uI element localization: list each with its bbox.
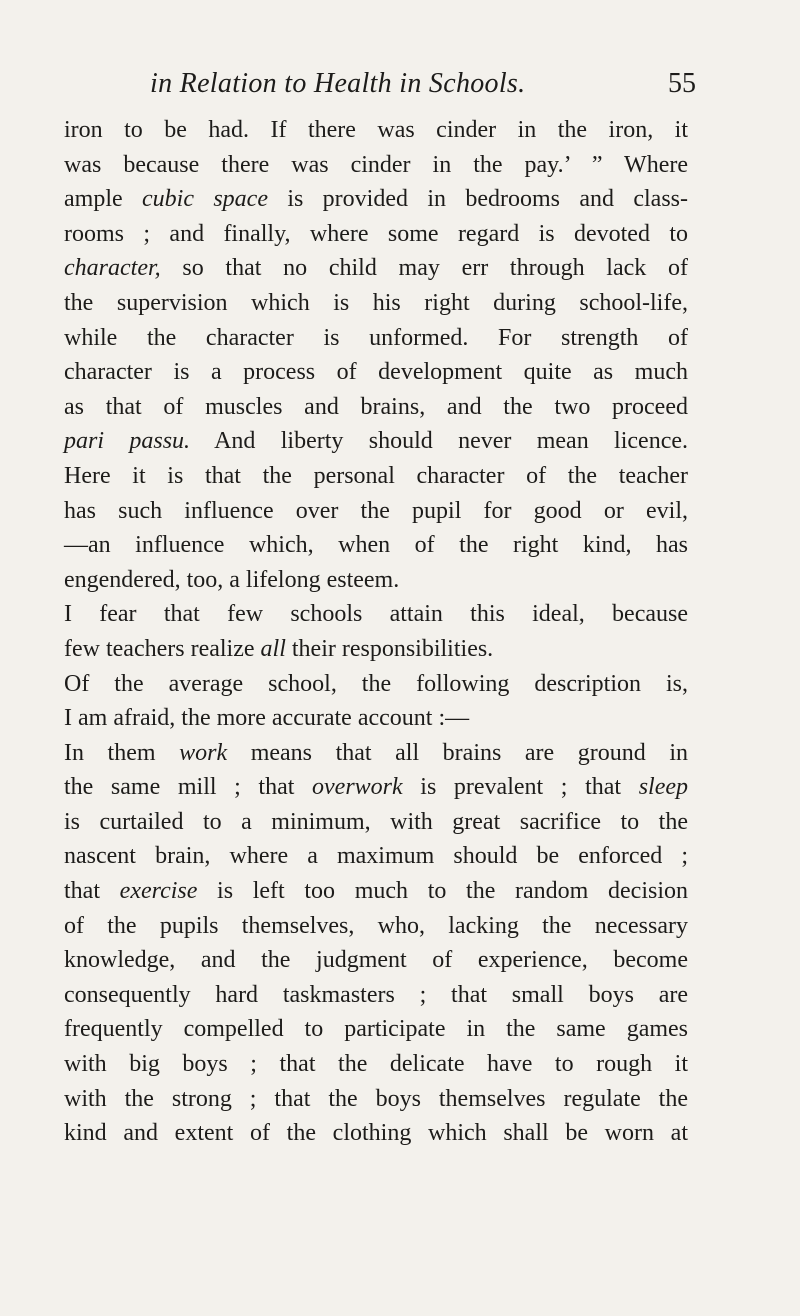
text-line: [64, 494, 688, 529]
text-line: [64, 1116, 688, 1151]
text-segment: frequently compelled to participate in the same games: [64, 1016, 688, 1043]
text-line: [64, 978, 688, 1013]
text-segment: of the pupils themselves, who, lacking the necessary: [64, 912, 688, 939]
text-segment: nascent brain, where a maximum should be enforced ;: [64, 843, 688, 870]
text-line: [64, 874, 688, 909]
text-segment: engendered, too, a lifelong esteem.: [64, 566, 400, 593]
text-segment: kind and extent of the clothing which shall be worn at: [64, 1120, 688, 1147]
text-segment: with the strong ; that the boys themselves regulate the: [64, 1085, 688, 1112]
italic-text: character,: [64, 255, 161, 282]
text-segment: is left too much to the random decision: [197, 878, 688, 905]
text-segment: so that no child may err through lack of: [160, 255, 688, 282]
text-segment: was because there was cinder in the pay.’ ” Where: [64, 151, 688, 178]
text-line: [64, 667, 688, 702]
text-segment: In them: [64, 739, 180, 766]
text-line: [64, 563, 688, 598]
text-segment: consequently hard taskmasters ; that small boys are: [64, 981, 688, 1008]
italic-text: work: [179, 739, 228, 766]
text-segment: character is a process of development quite as much: [64, 359, 688, 386]
text-segment: that: [64, 878, 120, 905]
text-line: [64, 390, 688, 425]
italic-text: pari passu.: [64, 428, 191, 455]
text-segment: the supervision which is his right during school-life,: [64, 289, 688, 316]
text-line: [64, 286, 688, 321]
text-segment: while the character is unformed. For strength of: [64, 324, 688, 351]
text-line: [64, 355, 688, 390]
text-line: [64, 1012, 688, 1047]
text-line: [64, 909, 688, 944]
text-line: [64, 701, 688, 736]
text-line: [64, 597, 688, 632]
text-line: [64, 113, 688, 148]
text-segment: iron to be had. If there was cinder in the iron, it: [64, 117, 688, 143]
text-segment: as that of muscles and brains, and the two proceed: [64, 393, 688, 420]
page-number: 55: [668, 68, 696, 99]
italic-text: overwork: [312, 774, 403, 801]
text-segment: Here it is that the personal character of the teacher: [64, 462, 688, 489]
text-segment: their responsibilities.: [285, 635, 494, 662]
text-line: [64, 251, 688, 286]
italic-text: exercise: [119, 878, 198, 905]
running-title: in Relation to Health in Schools.: [150, 68, 526, 99]
text-segment: is provided in bedrooms and class-: [267, 186, 689, 213]
text-line: [64, 217, 688, 252]
text-line: [64, 632, 688, 667]
text-segment: few teachers realize: [64, 635, 261, 662]
text-line: [64, 839, 688, 874]
body-text: [64, 113, 688, 1151]
text-segment: knowledge, and the judgment of experience, become: [64, 947, 688, 974]
text-segment: is prevalent ; that: [402, 774, 639, 801]
text-segment: rooms ; and finally, where some regard is devoted to: [64, 220, 688, 247]
text-line: [64, 943, 688, 978]
text-line: [64, 182, 688, 217]
text-segment: I fear that few schools attain this ideal, because: [64, 601, 688, 628]
text-line: [64, 805, 688, 840]
text-line: [64, 459, 688, 494]
text-line: [64, 736, 688, 771]
text-line: [64, 321, 688, 356]
text-segment: —an influence which, when of the right kind, has: [64, 532, 688, 559]
text-segment: the same mill ; that: [64, 774, 313, 801]
text-line: [64, 1047, 688, 1082]
text-line: [64, 424, 688, 459]
text-segment: I am afraid, the more accurate account :—: [64, 705, 470, 732]
italic-text: cubic space: [142, 186, 268, 213]
text-line: [64, 1082, 688, 1117]
text-line: [64, 528, 688, 563]
text-segment: with big boys ; that the delicate have to rough it: [64, 1051, 688, 1078]
italic-text: all: [260, 635, 286, 662]
italic-text: sleep: [638, 774, 688, 801]
text-line: [64, 770, 688, 805]
text-segment: ample: [64, 186, 142, 213]
text-segment: And liberty should never mean licence.: [190, 428, 689, 455]
text-segment: means that all brains are ground in: [227, 739, 688, 766]
text-segment: Of the average school, the following description is,: [64, 670, 688, 697]
text-segment: has such influence over the pupil for good or evil,: [64, 497, 688, 524]
text-segment: is curtailed to a minimum, with great sacrifice to the: [64, 808, 688, 835]
text-line: [64, 148, 688, 183]
running-head: [100, 68, 696, 108]
